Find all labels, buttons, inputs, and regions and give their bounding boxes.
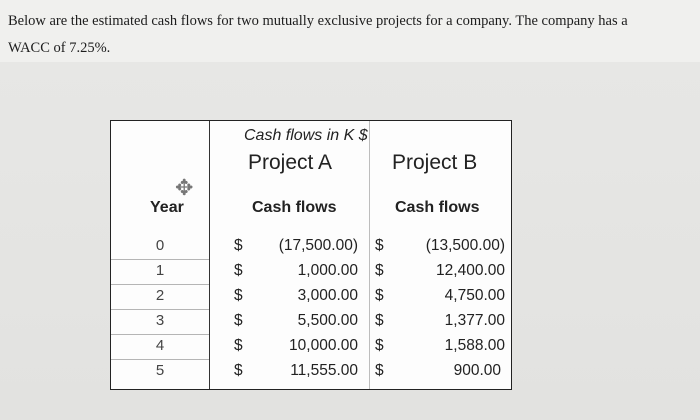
- project-a-header: Project A: [248, 151, 333, 174]
- year-cell: 2: [155, 287, 165, 304]
- project-b-dollar-sign: $: [375, 362, 384, 379]
- project-a-dollar-sign: $: [234, 337, 243, 354]
- year-row-divider: [111, 309, 209, 310]
- project-b-value: (13,500.00): [425, 237, 505, 254]
- year-row-divider: [111, 334, 209, 335]
- project-b-value: 1,588.00: [444, 337, 505, 354]
- year-cell: 1: [155, 262, 165, 279]
- project-b-cash-flows-header: Cash flows: [395, 199, 480, 216]
- project-b-dollar-sign: $: [375, 312, 384, 329]
- project-b-value: 4,750.00: [444, 287, 505, 304]
- move-cursor-icon: ✥: [175, 175, 194, 200]
- project-a-value: 3,000.00: [297, 287, 358, 304]
- project-b-dollar-sign: $: [375, 262, 384, 279]
- year-header: Year: [150, 199, 184, 216]
- table-caption: Cash flows in K $: [244, 127, 368, 144]
- project-b-dollar-sign: $: [375, 337, 384, 354]
- project-b-dollar-sign: $: [375, 237, 384, 254]
- problem-statement: Below are the estimated cash flows for two mutually exclusive projects for a company. The company has a WACC of 7.25%.: [8, 13, 628, 56]
- project-a-dollar-sign: $: [234, 362, 243, 379]
- year-row-divider: [111, 284, 209, 285]
- year-column-divider: [209, 121, 210, 389]
- project-b-dollar-sign: $: [375, 287, 384, 304]
- project-a-dollar-sign: $: [234, 262, 243, 279]
- project-column-divider: [369, 121, 370, 389]
- year-cell: 5: [155, 362, 165, 379]
- project-a-dollar-sign: $: [234, 312, 243, 329]
- project-a-dollar-sign: $: [234, 287, 243, 304]
- project-a-value: 1,000.00: [297, 262, 358, 279]
- year-cell: 4: [155, 337, 165, 354]
- year-cell: 0: [155, 237, 165, 254]
- project-a-value: 10,000.00: [289, 337, 358, 354]
- project-b-value: 12,400.00: [436, 262, 505, 279]
- project-a-value: 11,555.00: [290, 362, 358, 379]
- cash-flow-table: [110, 120, 512, 390]
- project-a-value: (17,500.00): [278, 237, 358, 254]
- project-b-header: Project B: [392, 151, 478, 174]
- year-cell: 3: [155, 312, 165, 329]
- project-a-value: 5,500.00: [297, 312, 358, 329]
- project-a-cash-flows-header: Cash flows: [252, 199, 337, 216]
- year-row-divider: [111, 359, 209, 360]
- year-row-divider: [111, 259, 209, 260]
- project-b-value: 1,377.00: [444, 312, 505, 329]
- project-a-dollar-sign: $: [234, 237, 243, 254]
- project-b-value: 900.00: [453, 362, 501, 379]
